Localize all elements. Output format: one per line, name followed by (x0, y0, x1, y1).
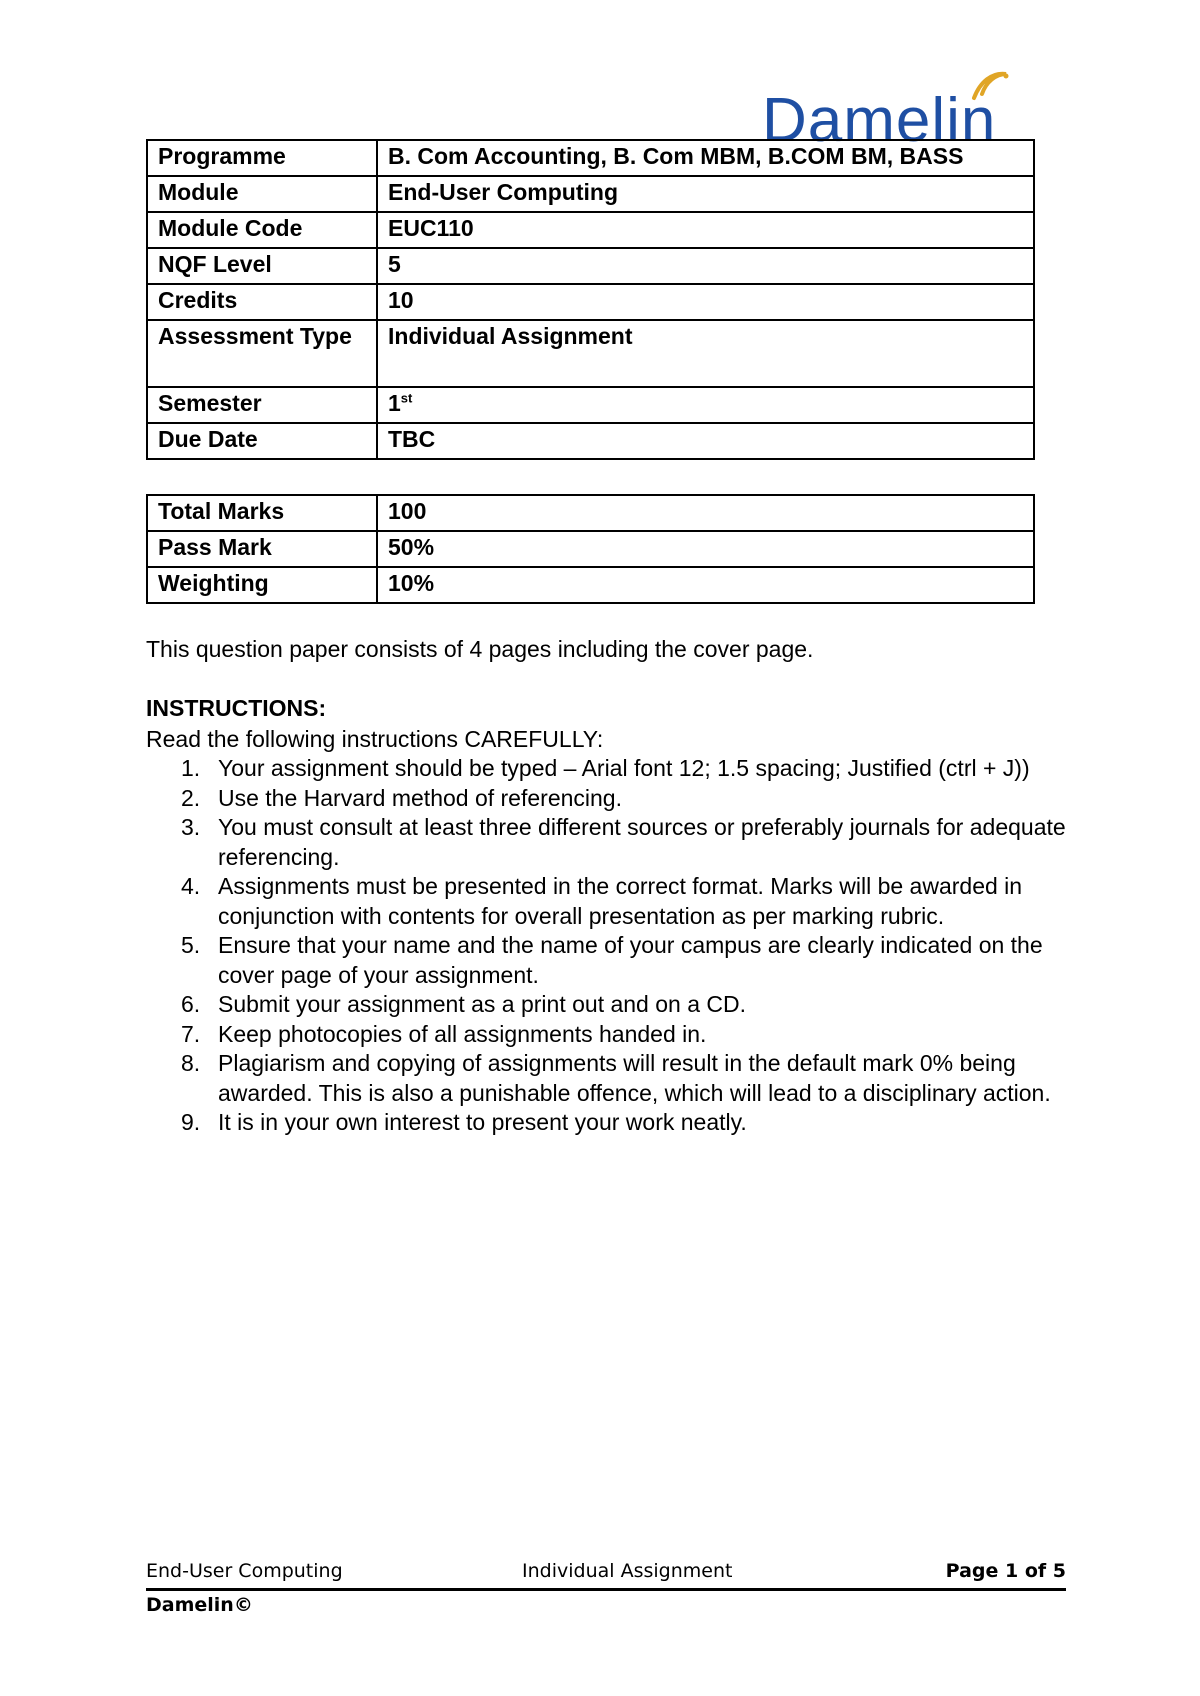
note-text: pages including the cover page. (482, 636, 814, 662)
instructions-list (146, 754, 1066, 1138)
table-row (147, 212, 1034, 248)
row-key: Total Marks (147, 495, 377, 531)
table-row (147, 140, 1034, 176)
item-number: 2. (181, 784, 201, 811)
item-number: 4. (181, 873, 201, 899)
row-key: Due Date (147, 423, 377, 459)
table-row (147, 495, 1034, 531)
item-number: 1. (181, 755, 201, 781)
item-text: It is in your own interest to present your work neatly. (218, 1109, 747, 1135)
item-text: Submit your assignment as a print out and on a CD. (218, 991, 747, 1017)
footer-brand: Damelin© (146, 1594, 253, 1616)
list-item (146, 784, 1066, 814)
table-row (147, 387, 1034, 423)
item-text: Use the Harvard method of referencing. (218, 784, 622, 811)
row-value: B. Com Accounting, B. Com MBM, B.COM BM, BASS (377, 140, 1034, 176)
row-key: NQF Level (147, 248, 377, 284)
item-text: Keep photocopies of all assignments handed in. (218, 1020, 707, 1047)
row-key: Weighting (147, 567, 377, 603)
row-value: EUC110 (377, 212, 1034, 248)
row-value: 100 (377, 495, 1034, 531)
item-number: 9. (181, 1109, 201, 1135)
row-value: 5 (377, 248, 1034, 284)
item-number: 8. (181, 1050, 201, 1076)
row-key: Module Code (147, 212, 377, 248)
item-number: 7. (181, 1020, 201, 1047)
footer-module: End-User Computing (146, 1560, 343, 1582)
page-count: 4 (469, 636, 483, 662)
table-row (147, 284, 1034, 320)
item-text: Assignments must be presented in the correct format. Marks will be awarded in conjunction with contents for overall presentation as per marking rubric. (218, 873, 1023, 929)
page-count-note (146, 636, 813, 663)
list-item (146, 754, 1066, 784)
row-key: Module (147, 176, 377, 212)
row-value (377, 387, 1034, 423)
list-item (146, 1020, 1066, 1050)
row-key: Semester (147, 387, 377, 423)
list-item (146, 990, 1066, 1020)
row-key: Credits (147, 284, 377, 320)
row-value: 10 (377, 284, 1034, 320)
footer-page-number: Page 1 of 5 (945, 1560, 1066, 1582)
note-text: This question paper consists of (146, 636, 470, 662)
list-item (146, 1049, 1066, 1108)
list-item (146, 813, 1066, 872)
marks-table (146, 494, 1035, 604)
list-item (146, 872, 1066, 931)
row-value: 50% (377, 531, 1034, 567)
item-text: Plagiarism and copying of assignments will result in the default mark 0% being awarded. This is also a punishable offence, which will lead to a disciplinary action. (218, 1050, 1051, 1106)
damelin-logo (762, 68, 1062, 155)
semester-number: 1 (388, 390, 401, 416)
row-value: 10% (377, 567, 1034, 603)
item-text: Your assignment should be typed – Arial font 12; 1.5 spacing; Justified (ctrl + J)) (218, 755, 1030, 781)
page-footer (146, 1560, 1066, 1591)
row-value: End-User Computing (377, 176, 1034, 212)
row-key: Assessment Type (147, 320, 377, 387)
item-text: Ensure that your name and the name of your campus are clearly indicated on the cover page of your assignment. (218, 932, 1043, 988)
row-value: TBC (377, 423, 1034, 459)
row-key: Pass Mark (147, 531, 377, 567)
module-details-table (146, 139, 1035, 460)
table-row (147, 531, 1034, 567)
semester-ordinal: st (400, 390, 413, 406)
list-item (146, 1108, 1066, 1138)
row-value: Individual Assignment (377, 320, 1034, 387)
table-row (147, 320, 1034, 387)
item-number: 5. (181, 932, 201, 958)
table-row (147, 176, 1034, 212)
list-item (146, 931, 1066, 990)
item-number: 6. (181, 991, 201, 1017)
item-number: 3. (181, 814, 201, 840)
table-row (147, 423, 1034, 459)
item-text: You must consult at least three different sources or preferably journals for adequate referencing. (218, 814, 1066, 870)
table-row (147, 567, 1034, 603)
instructions-heading: INSTRUCTIONS: (146, 695, 327, 721)
row-key: Programme (147, 140, 377, 176)
instructions-lead: Read the following instructions CAREFULLY: (146, 726, 604, 752)
logo-text: Damelin (762, 86, 997, 155)
table-row (147, 248, 1034, 284)
footer-assessment: Individual Assignment (522, 1560, 733, 1582)
